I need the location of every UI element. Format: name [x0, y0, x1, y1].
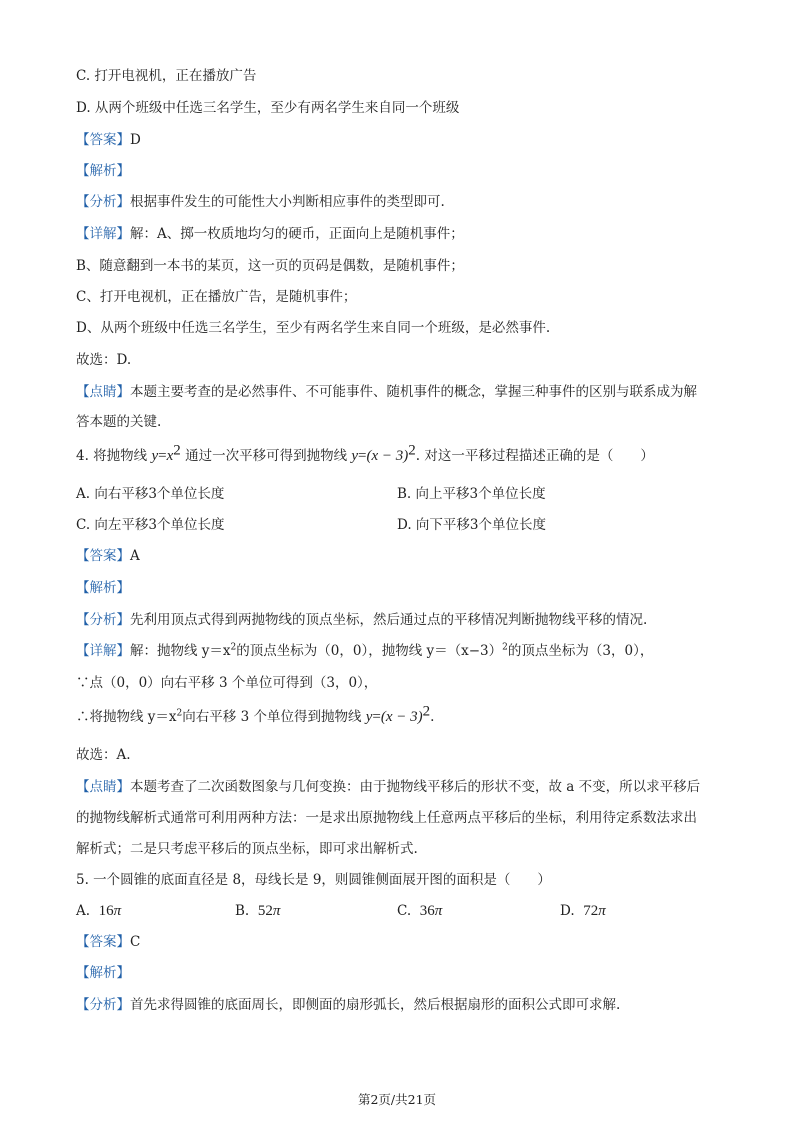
- dianjing-tag: 【点睛】: [76, 384, 130, 400]
- q3-analysis-tag: 【解析】: [76, 163, 130, 179]
- option-letter: A.: [76, 903, 91, 919]
- q5-stem: 5. 一个圆锥的底面直径是 8，母线长是 9，则圆锥侧面展开图的面积是（ ）: [76, 872, 551, 888]
- math-y: y: [351, 448, 359, 464]
- math-eq: =: [158, 448, 167, 464]
- q3-answer: D: [130, 132, 141, 148]
- q4-therefore-a: ∴将抛物线 y＝x: [76, 709, 177, 725]
- answer-tag: 【答案】: [76, 934, 130, 950]
- q5-fenxi-line: [76, 995, 620, 1015]
- q4-therefore-b: 向右平移 3 个单位得到抛物线: [182, 709, 362, 725]
- q4-option-d: D. 向下平移3个单位长度: [397, 517, 547, 533]
- math-exponent: 2: [408, 442, 416, 459]
- q3-dianjing-1: 本题主要考查的是必然事件、不可能事件、随机事件的概念，掌握三种事件的区别与联系成为解: [130, 384, 697, 400]
- q4-detail-b: 的顶点坐标为（0，0），抛物线 y＝（x−3）: [236, 643, 503, 659]
- option-letter: B.: [235, 903, 250, 919]
- math-y: y: [365, 709, 373, 725]
- option-letter: C.: [397, 903, 412, 919]
- detail-tag: 【详解】: [76, 643, 130, 659]
- fenxi-tag: 【分析】: [76, 612, 130, 628]
- answer-tag: 【答案】: [76, 132, 130, 148]
- q4-detail-a: 解：抛物线 y＝x: [130, 643, 231, 659]
- math-paren-expr: (x − 3): [366, 448, 409, 464]
- q4-fenxi: 先利用顶点式得到两抛物线的顶点坐标，然后通过点的平移情况判断抛物线平移的情况.: [130, 612, 648, 628]
- q3-detail-line-2: B、随意翻到一本书的某页，这一页的页码是偶数，是随机事件；: [76, 258, 464, 274]
- pi-symbol: π: [272, 903, 281, 919]
- q3-option-d: D. 从两个班级中任选三名学生，至少有两名学生来自同一个班级: [76, 100, 460, 116]
- math-exponent: 2: [230, 642, 237, 653]
- q5-option-d: [560, 901, 606, 921]
- fenxi-tag: 【分析】: [76, 194, 130, 210]
- q4-stem-suffix: . 对这一平移过程描述正确的是（ ）: [415, 448, 654, 464]
- page-number-footer: 第2页/共21页: [357, 1092, 437, 1107]
- q4-answer-line: [76, 546, 140, 566]
- math-exponent: 2: [173, 442, 181, 459]
- q3-fenxi: 根据事件发生的可能性大小判断相应事件的类型即可.: [130, 194, 445, 210]
- q3-detail-line-3: C、打开电视机，正在播放广告，是随机事件；: [76, 289, 357, 305]
- q5-answer: C: [130, 934, 141, 950]
- q4-dianjing-1: 本题考查了二次函数图象与几何变换：由于抛物线平移后的形状不变，故 a 不变，所以求平移后: [130, 779, 701, 795]
- q3-fenxi-line: [76, 192, 445, 212]
- q4-detail-line: [76, 641, 653, 661]
- option-letter: D.: [560, 903, 575, 919]
- q4-stem: [76, 442, 654, 466]
- q4-analysis-tag: 【解析】: [76, 580, 130, 596]
- pi-symbol: π: [598, 903, 606, 919]
- q5-option-a: [76, 901, 121, 921]
- pi-symbol: π: [113, 903, 122, 919]
- math-eq: =: [372, 709, 381, 725]
- answer-tag: 【答案】: [76, 548, 130, 564]
- math-x: x: [166, 448, 174, 464]
- q4-option-b: B. 向上平移3个单位长度: [397, 486, 546, 502]
- math-exponent: 2: [422, 703, 431, 720]
- math-paren-expr: (x − 3): [380, 709, 423, 725]
- q4-detail-c: 的顶点坐标为（3，0），: [507, 643, 654, 659]
- q4-therefore-line: [76, 703, 435, 727]
- option-number: 72: [583, 903, 599, 919]
- option-number: 36: [419, 903, 435, 919]
- q3-choose: 故选：D.: [76, 352, 132, 368]
- fenxi-tag: 【分析】: [76, 997, 130, 1013]
- q5-option-b: [235, 901, 280, 921]
- q3-dianjing-line-2: 答本题的关键.: [76, 414, 162, 430]
- q5-answer-line: [76, 932, 140, 952]
- dianjing-tag: 【点睛】: [76, 779, 130, 795]
- option-number: 52: [257, 903, 273, 919]
- q4-since-line: ∵点（0，0）向右平移 3 个单位可得到（3，0），: [76, 675, 378, 691]
- math-exponent: 2: [502, 642, 508, 653]
- detail-tag: 【详解】: [76, 226, 130, 242]
- q3-answer-line: [76, 130, 141, 150]
- q3-option-c: C. 打开电视机，正在播放广告: [76, 68, 257, 84]
- q4-option-a: A. 向右平移3个单位长度: [76, 486, 225, 502]
- q3-detail-line-1: [76, 224, 464, 244]
- math-exponent: 2: [176, 708, 183, 719]
- q4-dianjing-line-1: [76, 777, 700, 797]
- math-period: .: [430, 709, 435, 725]
- q4-answer: A: [130, 548, 140, 564]
- q4-stem-mid: 通过一次平移可得到抛物线: [185, 448, 348, 464]
- q5-analysis-tag: 【解析】: [76, 965, 130, 981]
- pi-symbol: π: [434, 903, 443, 919]
- q4-fenxi-line: [76, 610, 647, 630]
- q4-choose: 故选：A.: [76, 747, 131, 763]
- q4-dianjing-line-2: 的抛物线解析式通常可利用两种方法：一是求出原抛物线上任意两点平移后的坐标，利用待定系数法求出: [76, 810, 697, 826]
- q3-dianjing-line-1: [76, 382, 697, 402]
- option-number: 16: [98, 903, 114, 919]
- math-y: y: [151, 448, 159, 464]
- q5-fenxi: 首先求得圆锥的底面周长，即侧面的扇形弧长，然后根据扇形的面积公式即可求解.: [130, 997, 621, 1013]
- q4-dianjing-line-3: 解析式；二是只考虑平移后的顶点坐标，即可求出解析式.: [76, 841, 418, 857]
- math-eq: =: [358, 448, 367, 464]
- q3-detail-line-4: D、从两个班级中任选三名学生，至少有两名学生来自同一个班级，是必然事件.: [76, 320, 551, 336]
- q5-option-c: [397, 901, 442, 921]
- q4-stem-prefix: 4. 将抛物线: [76, 448, 148, 464]
- q4-option-c: C. 向左平移3个单位长度: [76, 517, 225, 533]
- q3-detail-1: 解：A、掷一枚质地均匀的硬币，正面向上是随机事件；: [130, 226, 464, 242]
